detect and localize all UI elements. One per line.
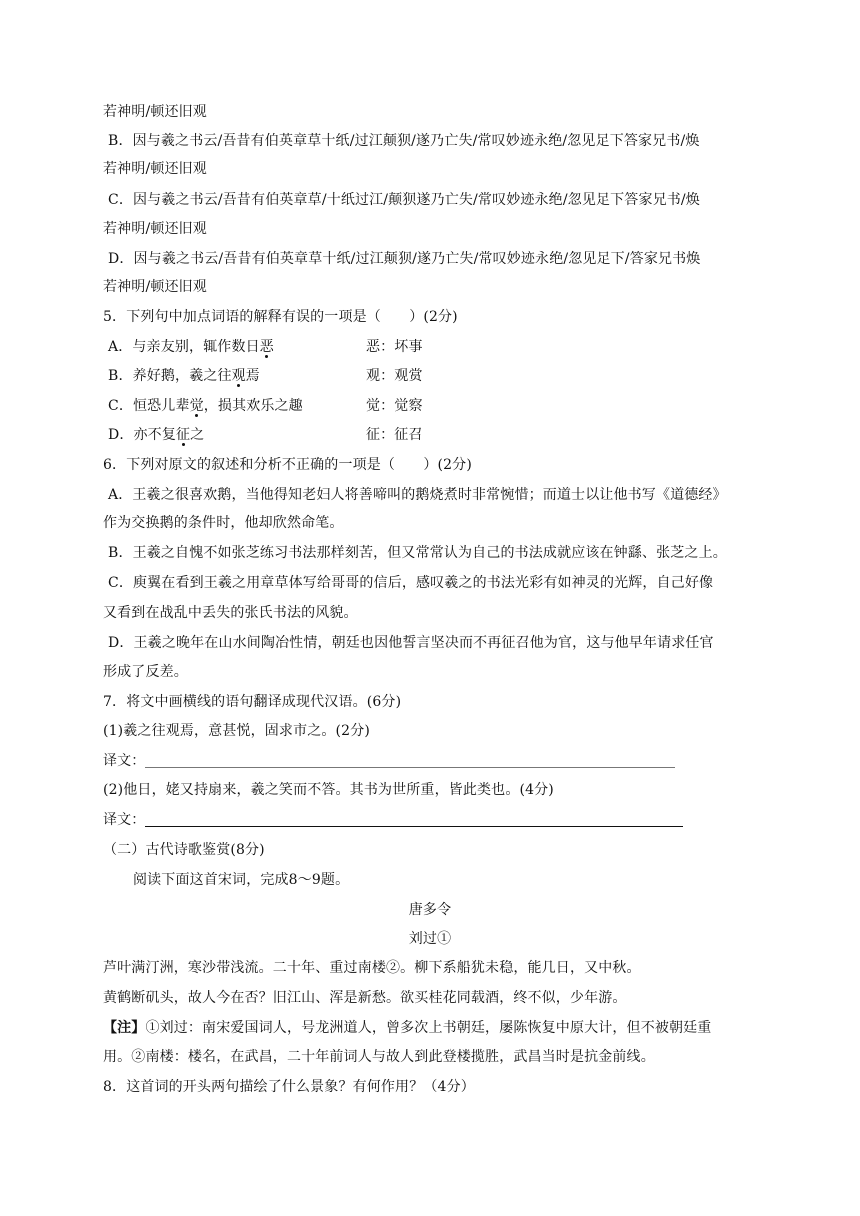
note-text: ①刘过：南宋爱国词人，号龙洲道人，曾多次上书朝廷，屡陈恢复中原大计，但不被朝廷重 xyxy=(145,1020,712,1036)
section-heading: （二）古代诗歌鉴赏(8分) xyxy=(103,842,265,858)
option-text: B．养好鹅，羲之往 xyxy=(108,368,232,384)
option-gloss: 觉：觉察 xyxy=(366,398,423,414)
q8-stem: 8．这首词的开头两句描绘了什么景象？有何作用？（4分） xyxy=(103,1079,475,1095)
q4-option-b-line1: B．因与羲之书云/吾昔有伯英章草十纸/过江颠狈/遂乃亡失/常叹妙迹永绝/忽见足下答家兄书/焕 xyxy=(108,133,700,149)
poem-line-2: 黄鹤断矶头，故人今在否？旧江山、浑是新愁。欲买桂花同载酒，终不似，少年游。 xyxy=(103,990,627,1006)
q4-option-d-line2: 若神明/顿还旧观 xyxy=(103,279,207,295)
q7-answer-1 xyxy=(103,751,763,771)
q4-option-c-line1: C．因与羲之书云/吾昔有伯英章草/十纸过江/颠狈遂乃亡失/常叹妙迹永绝/忽见足下答家兄书/焕 xyxy=(108,192,700,208)
option-gloss: 观：观赏 xyxy=(366,368,423,384)
note-label: 【注】 xyxy=(103,1020,146,1036)
poem-author: 刘过① xyxy=(408,931,452,947)
poem-note-line2: 用。②南楼：楼名，在武昌，二十年前词人与故人到此登楼揽胜，武昌当时是抗金前线。 xyxy=(103,1049,655,1065)
option-text: ，损其欢乐之趣 xyxy=(203,398,303,414)
answer-label: 译文： xyxy=(103,753,146,769)
poem-line-1: 芦叶满汀洲，寒沙带浅流。二十年、重过南楼②。柳下系船犹未稳，能几日，又中秋。 xyxy=(103,960,641,976)
option-gloss: 恶：坏事 xyxy=(366,339,423,355)
q4-option-d-line1: D．因与羲之书云/吾昔有伯英章草十纸/过江颠狈/遂乃亡失/常叹妙迹永绝/忽见足下/答家兄书焕 xyxy=(108,251,701,267)
section-intro: 阅读下面这首宋词，完成8～9题。 xyxy=(133,872,350,888)
q5-stem: 5．下列句中加点词语的解释有误的一项是（ ）(2分) xyxy=(103,309,458,325)
q7-sentence-2: (2)他日，姥又持扇来，羲之笑而不答。其书为世所重，皆此类也。(4分) xyxy=(103,782,554,798)
option-text: A．与亲友别，辄作数日 xyxy=(108,339,260,355)
option-text: D．亦不复 xyxy=(108,427,176,443)
q4-option-b-line2: 若神明/顿还旧观 xyxy=(103,161,207,177)
q4-option-a-tail: 若神明/顿还旧观 xyxy=(103,104,207,120)
q7-sentence-1: (1)羲之往观焉，意甚悦，固求市之。(2分) xyxy=(103,723,370,739)
poem-note-line1 xyxy=(103,1018,763,1038)
q7-answer-2 xyxy=(103,810,763,830)
poem-title: 唐多令 xyxy=(408,902,452,918)
q6-option-c-line2: 又看到在战乱中丢失的张氏书法的风貌。 xyxy=(103,605,358,621)
q7-stem: 7．将文中画横线的语句翻译成现代汉语。(6分) xyxy=(103,694,402,710)
q5-option-b xyxy=(108,366,768,386)
dotted-char: 征 xyxy=(175,427,191,443)
answer-label: 译文： xyxy=(103,812,146,828)
q6-option-a-line2: 作为交换鹅的条件时，他却欣然命笔。 xyxy=(103,515,344,531)
option-text: C．恒恐儿辈 xyxy=(108,398,190,414)
q6-stem: 6．下列对原文的叙述和分析不正确的一项是（ ）(2分) xyxy=(103,457,472,473)
q4-option-c-line2: 若神明/顿还旧观 xyxy=(103,221,207,237)
q6-option-c-line1: C．庾翼在看到王羲之用章草体写给哥哥的信后，感叹羲之的书法光彩有如神灵的光辉，自己好像 xyxy=(108,575,714,591)
q5-option-d xyxy=(108,425,768,445)
dotted-char: 觉 xyxy=(189,398,204,414)
q6-option-d-line2: 形成了反差。 xyxy=(103,664,188,680)
dotted-char: 观 xyxy=(231,368,246,384)
option-text: 之 xyxy=(190,427,205,443)
q5-option-a xyxy=(108,337,768,357)
q6-option-a-line1: A．王羲之很喜欢鹅，当他得知老妇人将善啼叫的鹅烧煮时非常惋惜；而道士以让他书写《道德经》 xyxy=(108,487,727,503)
option-gloss: 征：征召 xyxy=(366,427,423,443)
q5-option-c xyxy=(108,396,768,416)
q6-option-d-line1: D．王羲之晚年在山水间陶冶性情，朝廷也因他誓言坚决而不再征召他为官，这与他早年请求任官 xyxy=(108,635,714,651)
answer-blank-1[interactable] xyxy=(145,766,675,768)
answer-blank-2[interactable] xyxy=(145,825,683,827)
q6-option-b-line1: B．王羲之自愧不如张芝练习书法那样刻苦，但又常常认为自己的书法成就应该在钟繇、张芝之上。 xyxy=(108,545,727,561)
option-text: 焉 xyxy=(245,368,260,384)
dotted-char: 恶 xyxy=(259,339,274,355)
